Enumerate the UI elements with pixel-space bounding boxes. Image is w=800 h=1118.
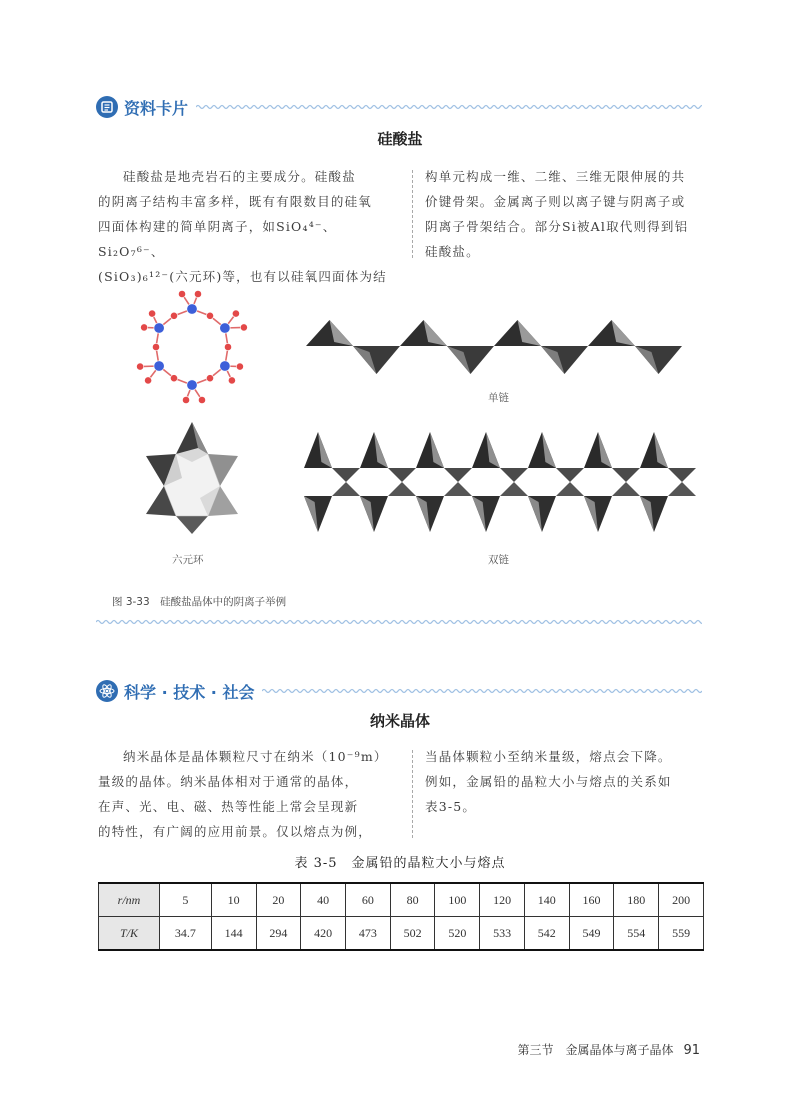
table-cell: 520 xyxy=(435,917,480,951)
card2-left-column xyxy=(98,744,398,844)
tetrahedron xyxy=(444,468,472,482)
table-cell: 294 xyxy=(256,917,301,951)
table-cell: 140 xyxy=(524,883,569,917)
oxygen-atom xyxy=(152,343,159,350)
figure-caption: 图 3-33 硅酸盐晶体中的阴离子举例 xyxy=(112,596,287,608)
silicon-atom xyxy=(154,323,164,333)
table-cell: 40 xyxy=(301,883,346,917)
oxygen-atom xyxy=(170,312,177,319)
card1-header-label: 资料卡片 xyxy=(124,98,189,118)
six-ring-label: 六元环 xyxy=(172,554,204,566)
double-chain-label: 双链 xyxy=(488,554,509,566)
table-cell: 80 xyxy=(390,883,435,917)
table-cell: 10 xyxy=(211,883,256,917)
single-chain-label: 单链 xyxy=(488,392,509,404)
tetrahedron xyxy=(556,482,584,496)
table-cell: 160 xyxy=(569,883,614,917)
tetrahedron xyxy=(556,468,584,482)
table-cell: 549 xyxy=(569,917,614,951)
silicon-atom xyxy=(154,361,164,371)
text-line: 阴离子骨架结合。部分Si被Al取代则得到铝 xyxy=(425,219,689,234)
text-line: 纳米晶体是晶体颗粒尺寸在纳米（10⁻⁹m） xyxy=(123,749,388,764)
tetrahedron xyxy=(332,468,360,482)
text-line: 量级的晶体。纳米晶体相对于通常的晶体， xyxy=(98,774,359,789)
table-cell: 5 xyxy=(160,883,212,917)
tetrahedron xyxy=(332,482,360,496)
oxygen-atom xyxy=(137,363,144,370)
table-cell: 200 xyxy=(659,883,704,917)
table-cell: 120 xyxy=(480,883,525,917)
oxygen-atom xyxy=(141,324,148,331)
silicon-atom xyxy=(220,323,230,333)
table-cell: 20 xyxy=(256,883,301,917)
text-line: 硅酸盐。 xyxy=(425,244,480,259)
table-row xyxy=(99,883,704,917)
text-line: 表3-5。 xyxy=(425,799,477,814)
card1-left-column xyxy=(98,164,398,289)
oxygen-atom xyxy=(148,310,155,317)
silicon-atom xyxy=(187,380,197,390)
tetrahedron xyxy=(444,482,472,496)
table-cell: 542 xyxy=(524,917,569,951)
table-cell: 473 xyxy=(346,917,391,951)
table-title: 表 3-5 金属铅的晶粒大小与熔点 xyxy=(294,856,506,871)
card2-title: 纳米晶体 xyxy=(369,712,430,730)
table-cell: 180 xyxy=(614,883,659,917)
table-cell: 144 xyxy=(211,917,256,951)
table-row xyxy=(99,917,704,951)
page-footer xyxy=(517,1041,700,1058)
six-ring-tetrahedra-model xyxy=(140,418,245,538)
oxygen-atom xyxy=(232,310,239,317)
card2-right-column xyxy=(425,744,707,819)
card1-right-column xyxy=(425,164,707,264)
oxygen-atom xyxy=(206,312,213,319)
oxygen-atom xyxy=(228,377,235,384)
tetrahedron xyxy=(668,468,696,482)
oxygen-atom xyxy=(198,396,205,403)
double-chain-model xyxy=(300,428,700,538)
silicon-atom xyxy=(187,304,197,314)
card2-header xyxy=(96,680,254,702)
table-cell: 502 xyxy=(390,917,435,951)
text-line: 在声、光、电、磁、热等性能上常会呈现新 xyxy=(98,799,359,814)
text-line: 四面体构建的简单阴离子，如SiO₄⁴⁻、Si₂O₇⁶⁻、 xyxy=(98,219,337,259)
text-line: (SiO₃)₆¹²⁻(六元环)等，也有以硅氧四面体为结 xyxy=(98,269,387,284)
card-end-wave-divider xyxy=(96,618,702,626)
table-cell: 559 xyxy=(659,917,704,951)
tetrahedron xyxy=(388,468,416,482)
header-wave-divider xyxy=(196,103,702,111)
table-cell: 533 xyxy=(480,917,525,951)
tetrahedron xyxy=(500,482,528,496)
table-cell: 420 xyxy=(301,917,346,951)
text-line: 构单元构成一维、二维、三维无限伸展的共 xyxy=(425,169,686,184)
oxygen-atom xyxy=(224,343,231,350)
tetrahedron xyxy=(500,468,528,482)
text-line: 的阴离子结构丰富多样，既有有限数目的硅氧 xyxy=(98,194,373,209)
row-header: r/nm xyxy=(99,883,160,917)
silicon-atom xyxy=(220,361,230,371)
card1-title: 硅酸盐 xyxy=(377,130,423,148)
table-cell: 554 xyxy=(614,917,659,951)
text-line: 硅酸盐是地壳岩石的主要成分。硅酸盐 xyxy=(123,169,356,184)
card2-header-label: 科学 · 技术 · 社会 xyxy=(124,682,255,702)
oxygen-atom xyxy=(236,363,243,370)
oxygen-atom xyxy=(144,377,151,384)
single-chain-model xyxy=(300,318,700,376)
tetrahedron xyxy=(612,468,640,482)
footer-section: 第三节 金属晶体与离子晶体 xyxy=(517,1043,674,1057)
text-line: 的特性，有广阔的应用前景。仅以熔点为例， xyxy=(98,824,373,839)
oxygen-atom xyxy=(194,290,201,297)
atom-icon xyxy=(96,680,118,702)
page-number: 91 xyxy=(683,1043,700,1058)
oxygen-atom xyxy=(182,396,189,403)
row-header: T/K xyxy=(99,917,160,951)
header-wave-divider xyxy=(262,687,702,695)
oxygen-atom xyxy=(170,375,177,382)
column-divider xyxy=(412,750,413,838)
tetrahedron xyxy=(388,482,416,496)
tetrahedron xyxy=(668,482,696,496)
table-cell: 34.7 xyxy=(160,917,212,951)
six-ring-ball-stick-model xyxy=(130,285,255,410)
book-icon xyxy=(96,96,118,118)
tetrahedron xyxy=(612,482,640,496)
text-line: 当晶体颗粒小至纳米量级，熔点会下降。 xyxy=(425,749,672,764)
oxygen-atom xyxy=(178,290,185,297)
oxygen-atom xyxy=(240,324,247,331)
text-line: 例如，金属铅的晶粒大小与熔点的关系如 xyxy=(425,774,672,789)
column-divider xyxy=(412,170,413,258)
oxygen-atom xyxy=(206,375,213,382)
table-cell: 60 xyxy=(346,883,391,917)
grain-size-melting-point-table xyxy=(98,882,704,951)
text-line: 价键骨架。金属离子则以离子键与阴离子或 xyxy=(425,194,686,209)
card1-header xyxy=(96,96,188,118)
table-cell: 100 xyxy=(435,883,480,917)
